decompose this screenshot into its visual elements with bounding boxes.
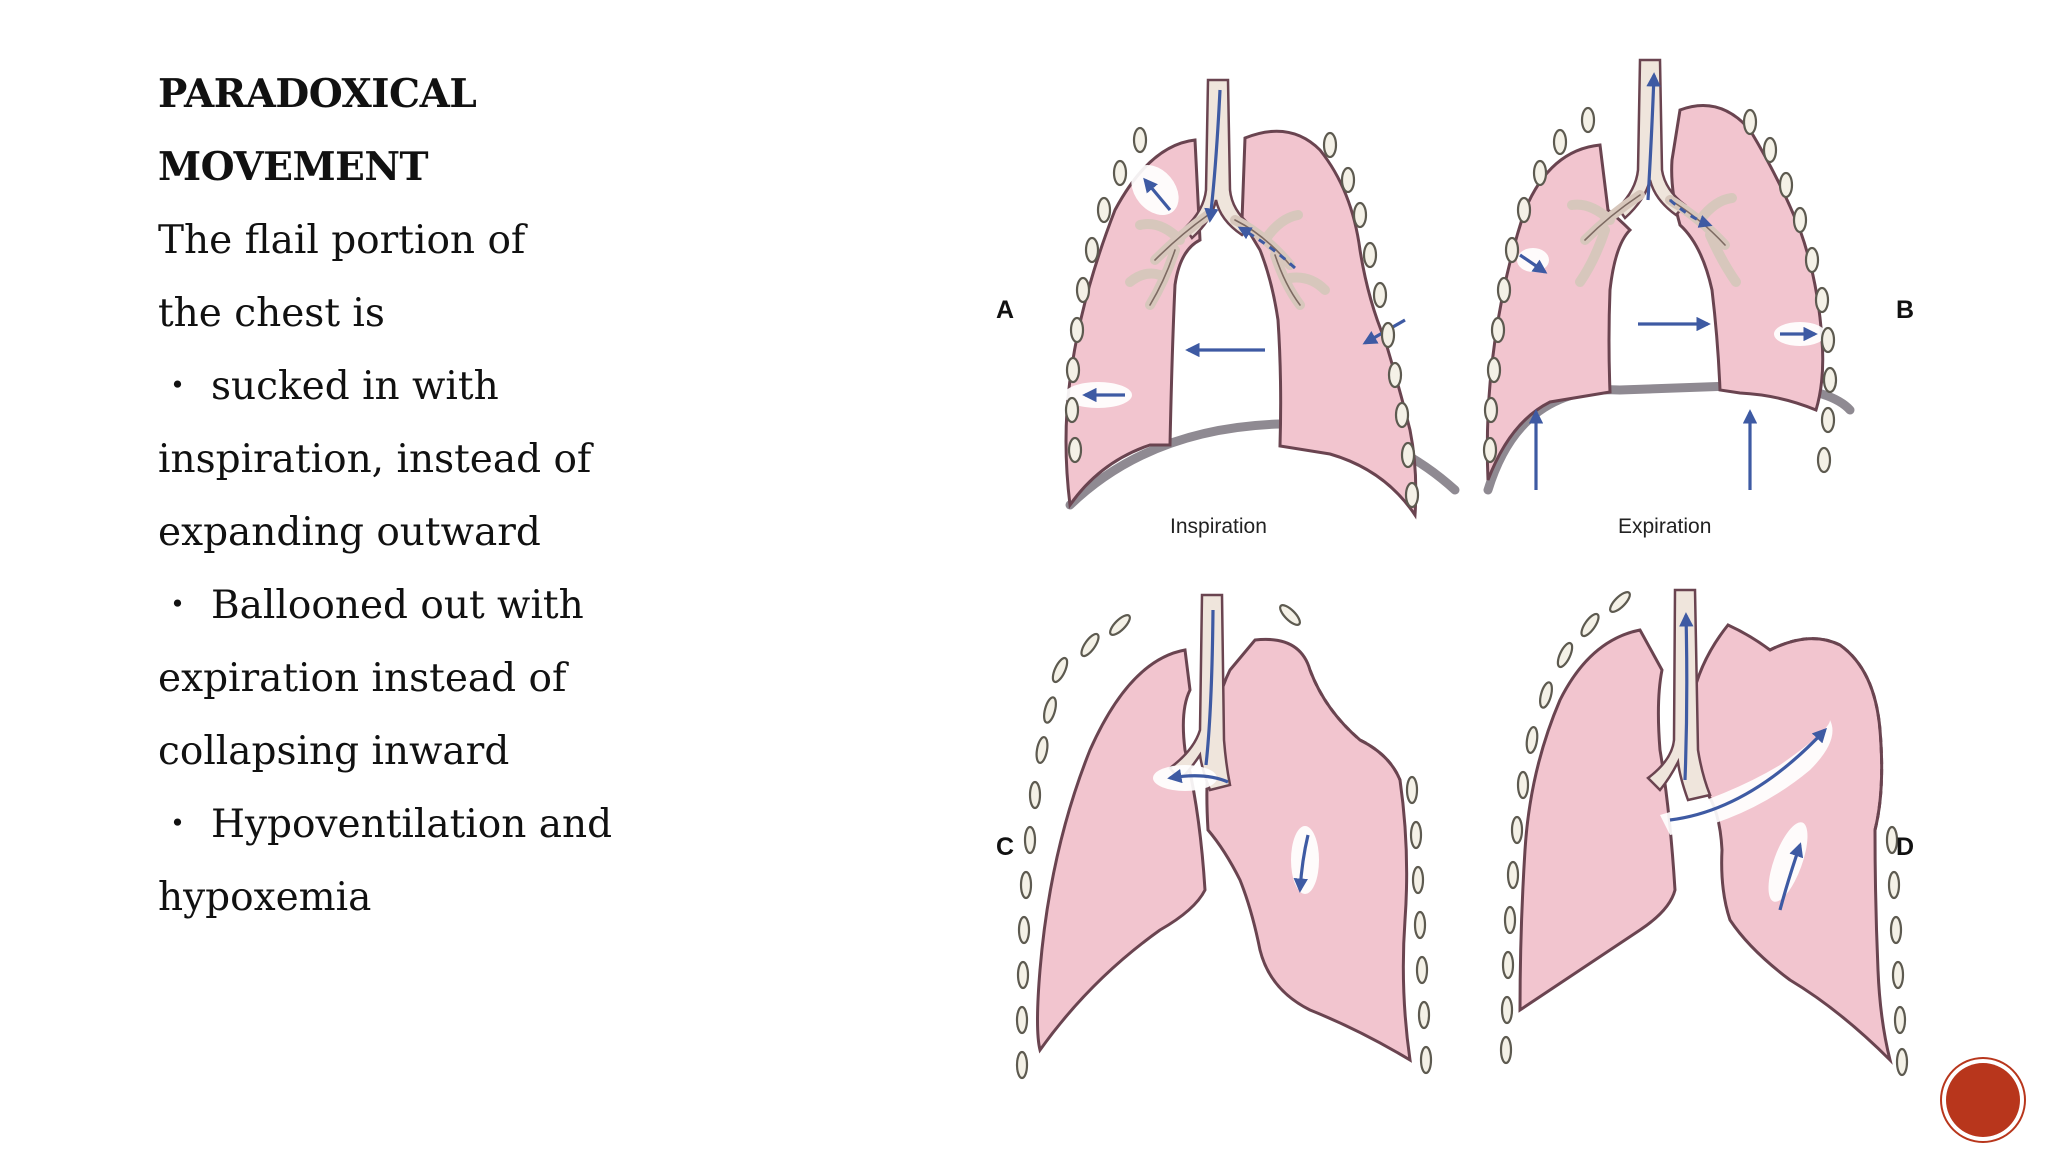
slide-title: [158, 58, 718, 204]
left-lung-shape: [1487, 145, 1630, 480]
panel-caption-expiration: Expiration: [1618, 515, 1712, 538]
bullet-text: Ballooned out with: [211, 583, 584, 628]
bullet-line: expanding outward: [158, 510, 541, 555]
bullet-text: sucked in with: [211, 364, 499, 409]
title-line: PARADOXICAL: [158, 71, 477, 117]
panel-b: [1484, 60, 1914, 538]
bullet-line: [158, 788, 718, 861]
intro-line: The flail portion of: [158, 218, 526, 263]
left-lung-shape: [1038, 650, 1206, 1050]
panel-caption-inspiration: Inspiration: [1170, 515, 1267, 538]
bullet-symbol: ・: [158, 583, 198, 628]
slide-text: [158, 58, 718, 934]
left-lung-shape: [1066, 140, 1200, 505]
flail-chest-illustration: [980, 50, 1940, 1120]
bullet-line: expiration instead of: [158, 656, 567, 701]
bullet-line: hypoxemia: [158, 875, 372, 920]
right-lung-shape: [1672, 106, 1823, 411]
panel-d: [1501, 589, 1914, 1075]
panel-letter-c: C: [996, 833, 1015, 861]
bullet-line: [158, 569, 718, 642]
bullet-line: [158, 350, 718, 423]
slide-body: [158, 204, 718, 934]
bullet-line: collapsing inward: [158, 729, 510, 774]
panel-letter-d: D: [1896, 833, 1915, 861]
panel-letter-b: B: [1896, 296, 1915, 324]
bullet-line: inspiration, instead of: [158, 437, 592, 482]
airflow-arrow: [1685, 615, 1687, 780]
slide-badge-icon: [1946, 1063, 2020, 1137]
panel-letter-a: A: [996, 296, 1015, 324]
bullet-text: Hypoventilation and: [211, 802, 613, 847]
title-line: MOVEMENT: [158, 144, 429, 190]
bullet-symbol: ・: [158, 802, 198, 847]
bullet-symbol: ・: [158, 364, 198, 409]
panel-a: [996, 80, 1455, 538]
intro-line: the chest is: [158, 291, 385, 336]
panel-c: [996, 595, 1431, 1078]
